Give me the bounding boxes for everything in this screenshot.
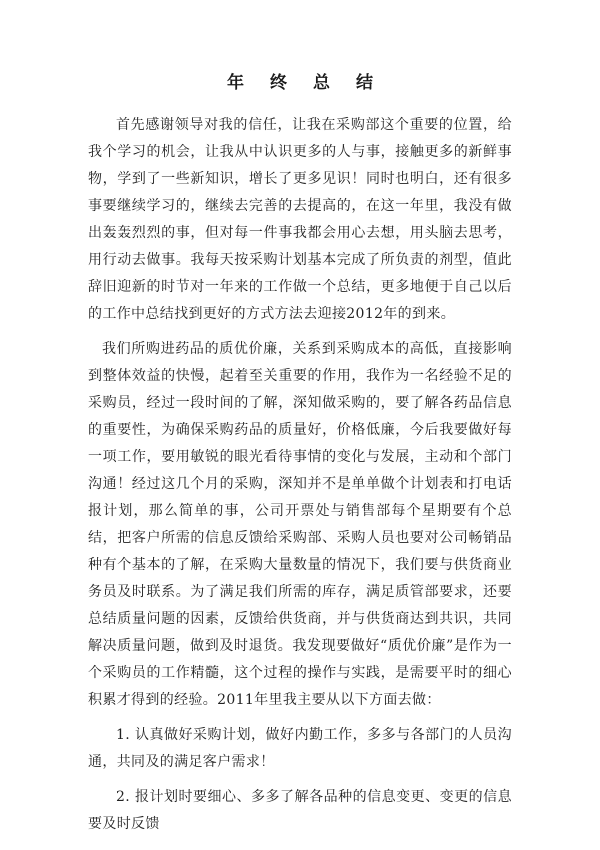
paragraph-procurement: 我们所购进药品的质优价廉，关系到采购成本的高低，直接影响到整体效益的快慢，起着至关重要的作用，我作为一名经验不足的采购员，经过一段时间的了解，深知做采购的，要了解各药品信息的重要性，为确保采购药品的质量好，价格低廉，今后我要做好每一项工作，要用敏锐的眼光看待事情的变化与发展，主动和个部门沟通！经过这几个月的采购，深知并不是单单做个计划表和打电话报计划，那么简单的事，公司开票处与销售部每个星期要有个总结，把客户所需的信息反馈给采购部、采购人员也要对公司畅销品种有个基本的了解，在采购大量数量的情况下，我们要与供货商业务员及时联系。为了满足我们所需的库存，满足质管部要求，还要总结质量问题的因素，反馈给供货商，并与供货商达到共识，共同解决质量问题，做到及时退货。我发现要做好“质优价廉”是作为一个采购员的工作精髓，这个过程的操作与实践，是需要平时的细心积累才得到的经验。2011年里我主要从以下方面去做： — [88, 341, 512, 708]
document-page — [88, 70, 512, 846]
list-item-1: 1. 认真做好采购计划，做好内勤工作，多多与各部门的人员沟通，共同及的满足客户需求！ — [88, 727, 512, 770]
document-title: 年终总结 — [227, 73, 399, 93]
list-item-2: 2. 报计划时要细心、多多了解各品种的信息变更、变更的信息要及时反馈 — [88, 789, 512, 832]
paragraph-intro: 首先感谢领导对我的信任，让我在采购部这个重要的位置，给我个学习的机会，让我从中认识更多的人与事，接触更多的新鲜事物，学到了一些新知识，增长了更多见识！同时也明白，还有很多事要继续学习的，继续去完善的去提高的，在这一年里，我没有做出轰轰烈烈的事，但对每一件事我都会用心去想，用头脑去思考，用行动去做事。我每天按采购计划基本完成了所负责的剂型，值此辞旧迎新的时节对一年来的工作做一个总结，更多地便于自己以后的工作中总结找到更好的方式方法去迎接2012年的到来。 — [88, 117, 512, 322]
